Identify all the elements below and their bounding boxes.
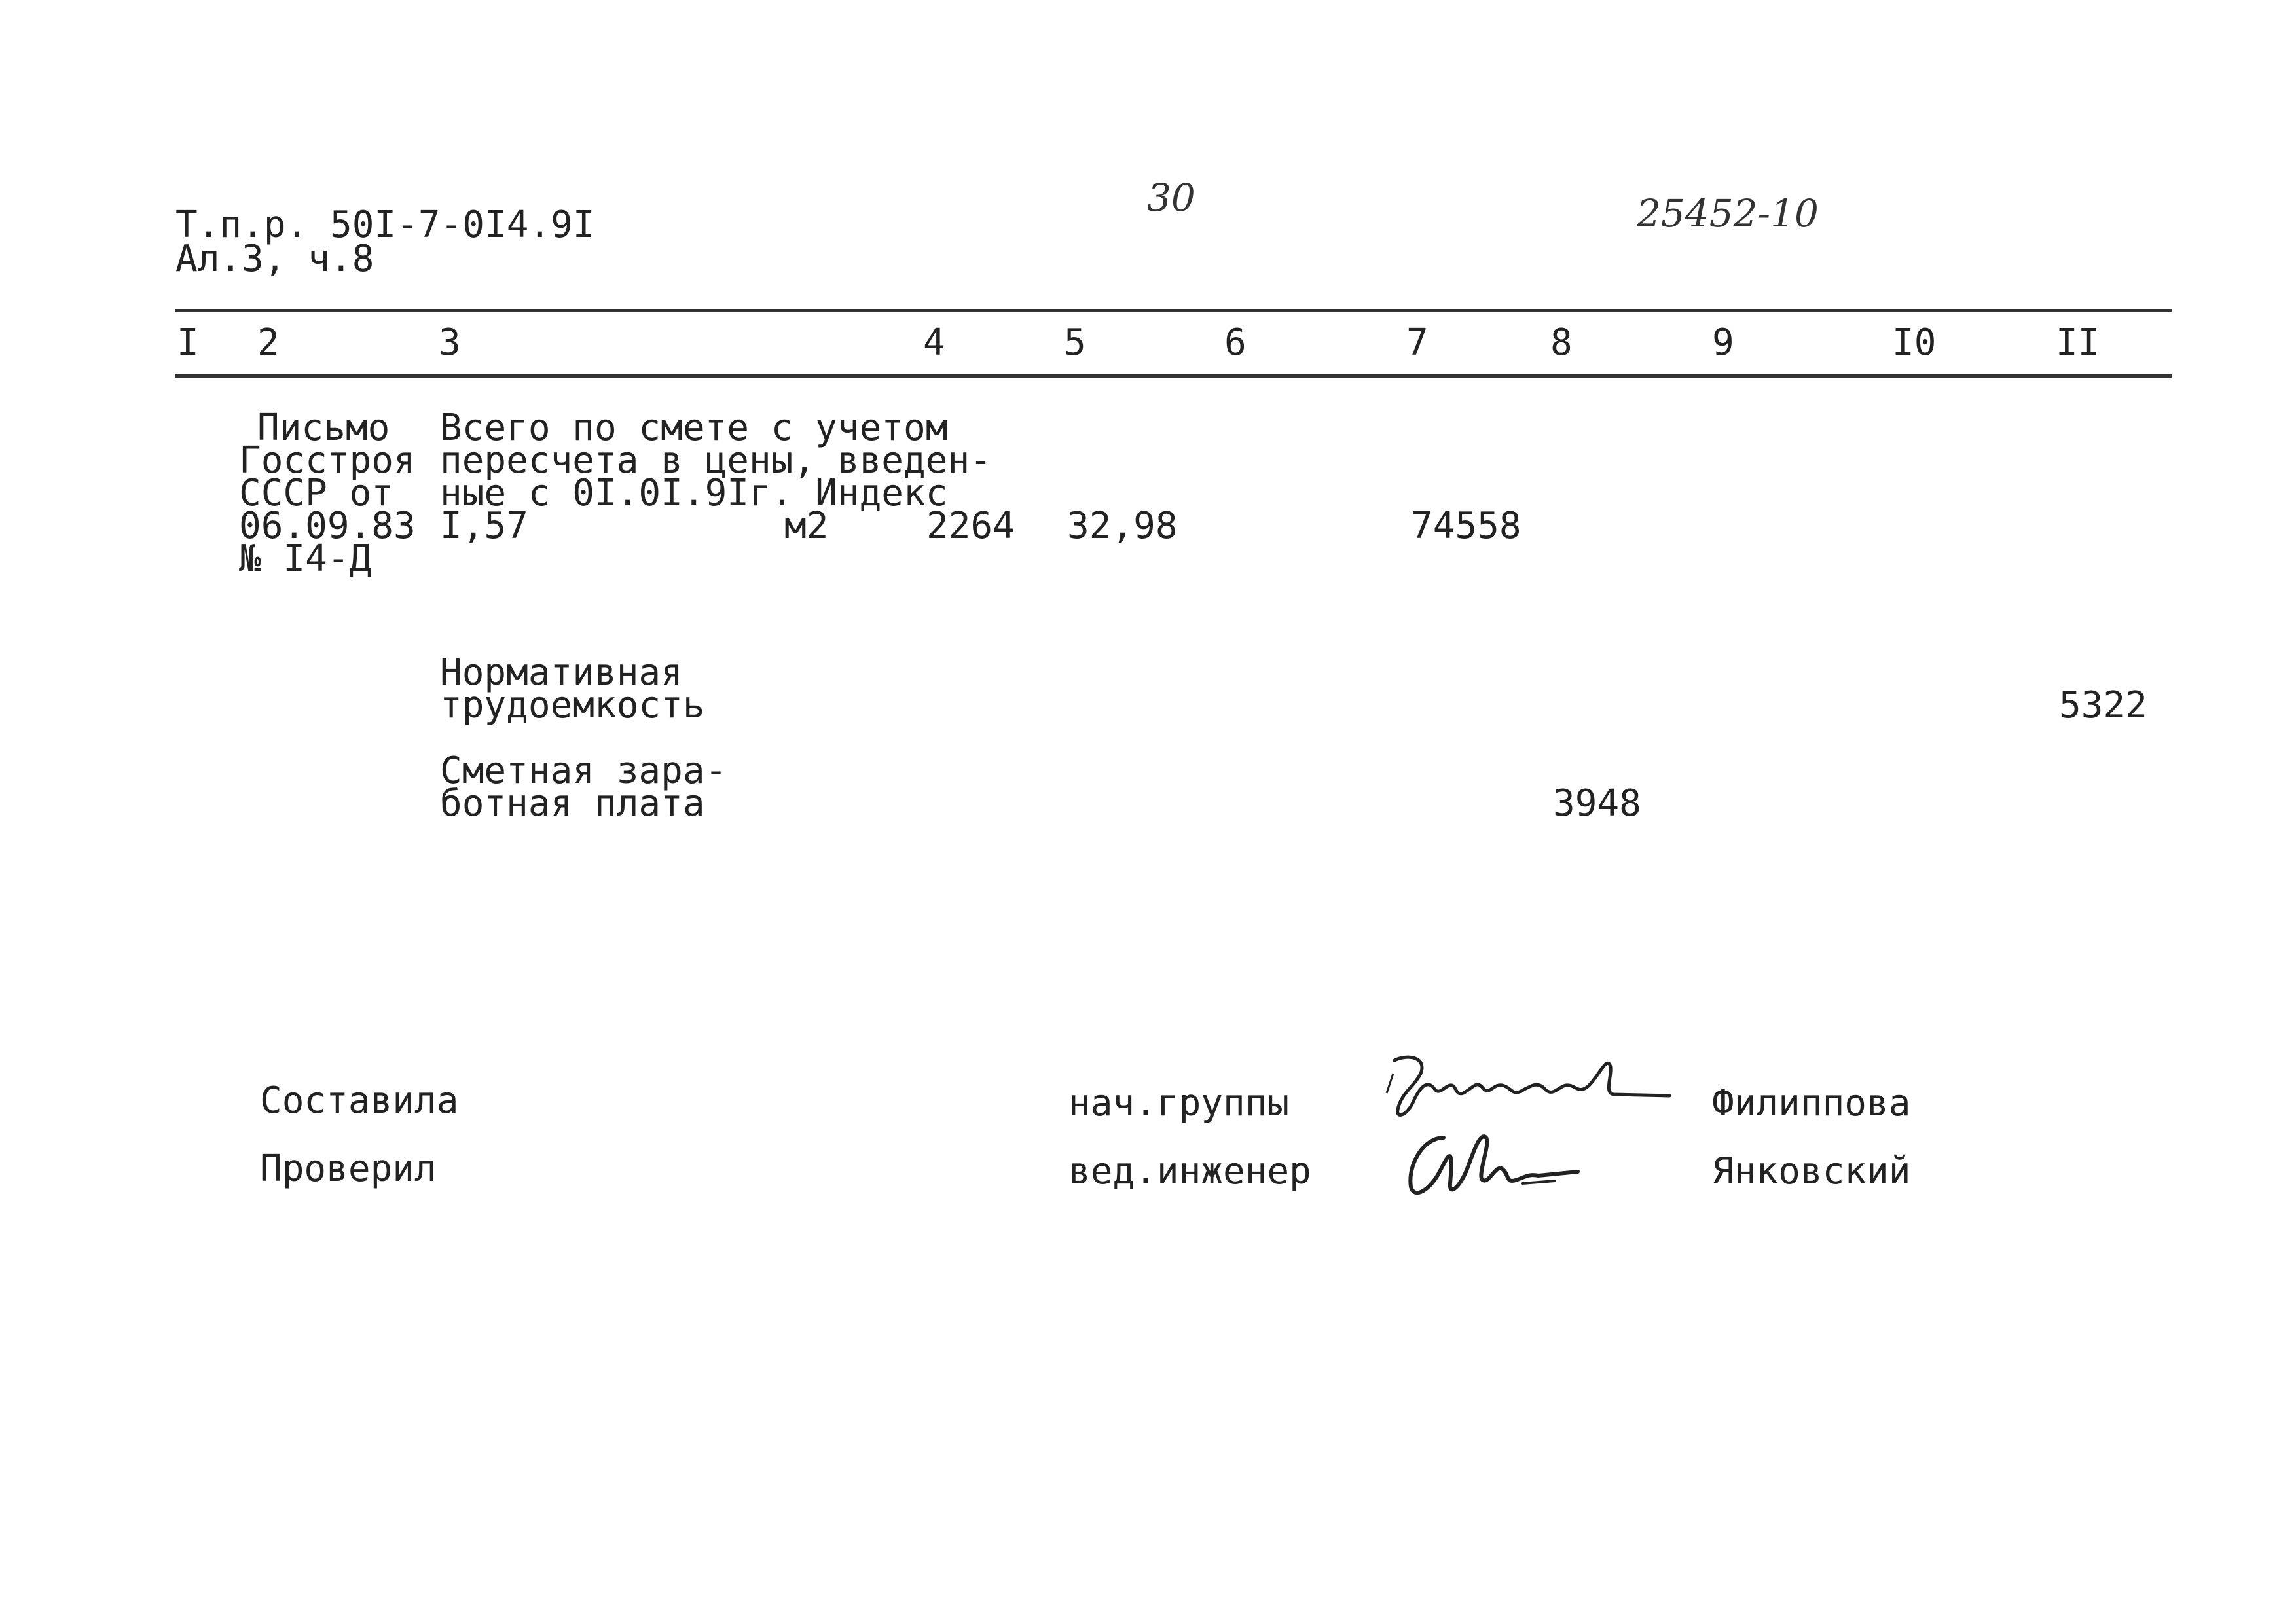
row1-source-line1: Письмо	[257, 406, 390, 449]
column-header-3: 3	[439, 321, 461, 364]
column-header-10: I0	[1892, 321, 1937, 364]
row1-description-line3: ные с 0I.0I.9Iг. Индекс	[440, 472, 948, 514]
row2-description-line2: трудоемкость	[440, 684, 705, 727]
compiled-by-position: нач.группы	[1068, 1082, 1290, 1125]
row3-description-line2: ботная плата	[440, 782, 705, 825]
row2-column11-value: 5322	[2059, 684, 2147, 727]
row1-source-line3: СССР от	[239, 472, 394, 514]
row1-description-line2: пересчета в цены, введен-	[440, 439, 992, 482]
row1-unit: м2	[784, 505, 829, 547]
row1-unit-price: 32,98	[1067, 505, 1178, 547]
column-header-6: 6	[1224, 321, 1247, 364]
checked-by-label: Проверил	[260, 1147, 437, 1190]
column-header-5: 5	[1064, 321, 1086, 364]
column-header-2: 2	[257, 321, 280, 364]
row1-source-line5: № I4-Д	[239, 537, 372, 580]
row3-description-line1: Сметная зара-	[440, 749, 727, 792]
column-header-9: 9	[1712, 321, 1734, 364]
archive-number: 25452-10	[1637, 191, 1819, 236]
row1-source-line4: 06.09.83	[239, 505, 416, 547]
checked-by-name: Янковский	[1712, 1150, 1911, 1193]
document-code: Т.п.р. 50I-7-0I4.9I	[175, 204, 595, 246]
row2-description-line1: Нормативная	[440, 651, 683, 694]
page-number: 30	[1147, 175, 1195, 220]
column-header-7: 7	[1406, 321, 1429, 364]
row1-description-line4: I,57	[440, 505, 528, 547]
table-header-bottom-rule	[175, 374, 2172, 378]
table-top-rule	[175, 309, 2172, 312]
compiled-by-name: Филиппова	[1712, 1082, 1911, 1125]
row1-source-line2: Госстроя	[239, 439, 416, 482]
signature-checked-icon	[1398, 1118, 1594, 1210]
row1-quantity: 2264	[926, 505, 1015, 547]
checked-by-position: вед.инженер	[1068, 1150, 1311, 1193]
compiled-by-label: Составила	[260, 1079, 459, 1122]
column-header-1: I	[177, 321, 199, 364]
column-header-11: II	[2056, 321, 2100, 364]
column-header-4: 4	[923, 321, 945, 364]
row1-total: 74558	[1411, 505, 1522, 547]
document-part: Ал.3, ч.8	[175, 238, 374, 280]
row1-description-line1: Всего по смете с учетом	[440, 406, 948, 449]
column-header-8: 8	[1550, 321, 1573, 364]
row3-column8-value: 3948	[1553, 782, 1641, 825]
